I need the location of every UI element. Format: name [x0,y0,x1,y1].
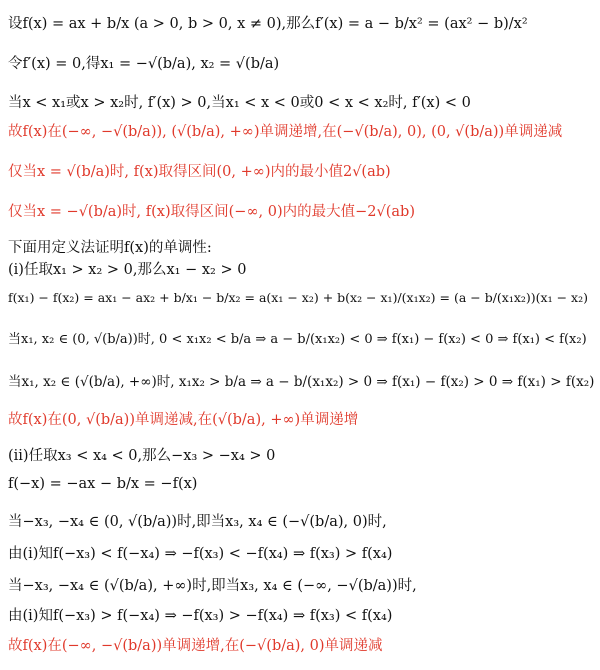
line-15-substitution-1: 当−x₃, −x₄ ∈ (0, √(b/a))时,即当x₃, x₄ ∈ (−√(b/a), 0)时, [8,514,387,530]
line-4-monotonicity-conclusion: 故f(x)在(−∞, −√(b/a)), (√(b/a), +∞)单调递增,在(−√(b/a), 0), (0, √(b/a))单调递减 [8,124,563,140]
line-3-sign-analysis: 当x < x₁或x > x₂时, f′(x) > 0,当x₁ < x < 0或0 < x < x₂时, f′(x) < 0 [8,95,471,111]
line-17-substitution-2: 当−x₃, −x₄ ∈ (√(b/a), +∞)时,即当x₃, x₄ ∈ (−∞, −√(b/a))时, [8,578,417,594]
line-6-maximum-value: 仅当x = −√(b/a)时, f(x)取得区间(−∞, 0)内的最大值−2√(ab) [8,204,415,220]
line-9-difference: f(x₁) − f(x₂) = ax₁ − ax₂ + b/x₁ − b/x₂ = a(x₁ − x₂) + b(x₂ − x₁)/(x₁x₂) = (a − b/(x₁x₂))(x₁ − x₂) [8,290,588,305]
line-19-conclusion-negative: 故f(x)在(−∞, −√(b/a))单调递增,在(−√(b/a), 0)单调递减 [8,638,383,654]
line-12-conclusion-positive: 故f(x)在(0, √(b/a))单调递减,在(√(b/a), +∞)单调递增 [8,412,359,428]
line-5-minimum-value: 仅当x = √(b/a)时, f(x)取得区间(0, +∞)内的最小值2√(ab) [8,164,391,180]
line-11-interval-large: 当x₁, x₂ ∈ (√(b/a), +∞)时, x₁x₂ > b/a ⇒ a − b/(x₁x₂) > 0 ⇒ f(x₁) − f(x₂) > 0 ⇒ f(x₁) > f(x₂) [8,374,595,390]
line-8-case-i: (i)任取x₁ > x₂ > 0,那么x₁ − x₂ > 0 [8,262,247,278]
line-7-proof-intro: 下面用定义法证明f(x)的单调性: [8,240,212,256]
line-16-deduction-1: 由(i)知f(−x₃) < f(−x₄) ⇒ −f(x₃) < −f(x₄) ⇒ f(x₃) > f(x₄) [8,546,393,562]
line-1-derivative: 设f(x) = ax + b/x (a > 0, b > 0, x ≠ 0),那么f′(x) = a − b/x² = (ax² − b)/x² [8,16,528,32]
line-14-odd-function: f(−x) = −ax − b/x = −f(x) [8,476,198,492]
line-10-interval-small: 当x₁, x₂ ∈ (0, √(b/a))时, 0 < x₁x₂ < b/a ⇒ a − b/(x₁x₂) < 0 ⇒ f(x₁) − f(x₂) < 0 ⇒ f(x₁) < f(x₂) [8,332,587,347]
line-13-case-ii: (ii)任取x₃ < x₄ < 0,那么−x₃ > −x₄ > 0 [8,448,276,464]
line-2-critical-points: 令f′(x) = 0,得x₁ = −√(b/a), x₂ = √(b/a) [8,56,280,72]
line-18-deduction-2: 由(i)知f(−x₃) > f(−x₄) ⇒ −f(x₃) > −f(x₄) ⇒ f(x₃) < f(x₄) [8,608,393,624]
